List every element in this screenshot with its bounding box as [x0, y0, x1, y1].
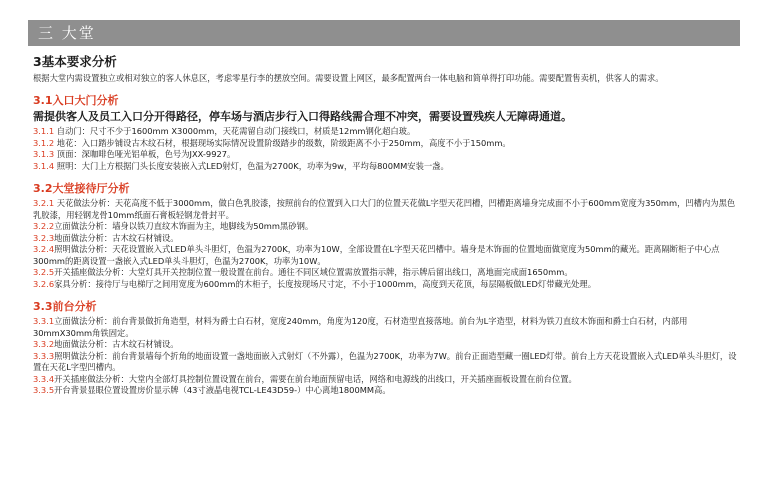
item-text: 立面做法分析：墙身以铁刀直纹木饰面为主，地脚线为50mm黑砂钢。 — [54, 221, 314, 231]
list-item — [33, 351, 743, 374]
item-text: 地花：入口踏步铺设古木纹石材，根据现场实际情况设置阶级踏步的级数，阶级距离不小于250mm，高度不小于150mm。 — [56, 137, 511, 148]
item-number: 3.1.3 — [33, 149, 55, 159]
item-text: 照明做法分析：天花设置嵌入式LED单头斗胆灯，色温为2700K，功率为10W，全部设置在L字型天花凹槽中。墙身是木饰面的位置地面做宽度为50mm的藏光。距离隔断柜子中心点300mm的距离设置一盏嵌入式LED单头斗胆灯，色温为2700K，功率为10W。 — [33, 244, 720, 266]
section-heading: 3基本要求分析 — [33, 54, 117, 69]
section-reception-hall — [33, 180, 743, 290]
item-text: 开台背景显眼位置设置房价显示牌（43寸液晶电视TCL-LE43D59-）中心离地1800MM高。 — [54, 385, 391, 395]
list-item — [33, 126, 743, 138]
item-number: 3.1.1 — [33, 126, 55, 136]
list-item — [33, 149, 743, 161]
list-item — [33, 138, 743, 150]
item-text: 地面做法分析：古木纹石材铺设。 — [54, 232, 179, 243]
item-text: 家具分析：接待厅与电梯厅之间用宽度为600mm的木柜子，长度按现场尺寸定，不小于1000mm，高度到天花顶，每层隔板做LED灯带藏光处理。 — [54, 278, 596, 289]
list-item — [33, 385, 743, 397]
list-item — [33, 339, 743, 351]
list-item — [33, 316, 743, 339]
list-item — [33, 161, 743, 173]
item-text: 开关插座做法分析：大堂内全部灯具控制位置设置在前台，需要在前台地面预留电话，网络和电源线的出线口，开关插座面板设置在前台位置。 — [54, 373, 577, 384]
list-item — [33, 221, 743, 233]
list-item — [33, 198, 743, 221]
intro-paragraph: 根据大堂内需设置独立或相对独立的客人休息区，考虑零星行李的摆放空间。需要设置上网区，最多配置两台一体电脑和简单得打印功能。需要配置售卖机，供客人的需求。 — [33, 73, 664, 83]
item-number: 3.2.6 — [33, 278, 55, 289]
item-number: 3.3.5 — [33, 385, 55, 395]
section-title: 3.1入口大门分析 — [33, 94, 119, 107]
item-number: 3.1.2 — [33, 137, 55, 148]
item-text: 开关插座做法分析：大堂灯具开关控制位置一般设置在前台。通往不同区域位置需放置指示牌，指示牌后留出线口，离地面完成面1650mm。 — [54, 267, 573, 277]
item-text: 照明做法分析：前台背景墙每个折角的地面设置一盏地面嵌入式射灯（不外露），色温为2700K，功率为7W。前台正面造型藏一圈LED灯带。前台上方天花设置嵌入式LED单头斗胆灯，设置在天花L字型凹槽内。 — [33, 350, 737, 372]
item-number: 3.2.5 — [33, 267, 55, 277]
section-front-desk — [33, 298, 743, 397]
list-item — [33, 279, 743, 291]
list-item — [33, 244, 743, 267]
list-item — [33, 267, 743, 279]
list-item — [33, 233, 743, 245]
document-body — [33, 52, 743, 397]
item-number: 3.3.2 — [33, 339, 55, 349]
list-item — [33, 374, 743, 386]
banner-title: 三 大堂 — [38, 24, 96, 42]
section-lead: 需提供客人及员工入口分开得路径，停车场与酒店步行入口得路线需合理不冲突，需要设置残疾人无障碍通道。 — [33, 110, 572, 123]
section-title: 3.2大堂接待厅分析 — [33, 182, 130, 195]
item-number: 3.2.4 — [33, 244, 55, 254]
item-text: 地面做法分析：古木纹石材铺设。 — [54, 339, 179, 349]
item-text: 照明：大门上方根据门头长度安装嵌入式LED射灯，色温为2700K，功率为9w，平均每800MM安装一盏。 — [56, 160, 449, 171]
item-text: 顶面：深咖啡色哑光铝单板，色号为JXX-9927。 — [56, 149, 236, 159]
item-number: 3.3.4 — [33, 373, 55, 384]
item-number: 3.1.4 — [33, 160, 55, 171]
page-banner — [28, 20, 740, 46]
section-title: 3.3前台分析 — [33, 300, 97, 313]
item-number: 3.2.3 — [33, 232, 55, 243]
item-text: 立面做法分析：前台背景做折角造型，材料为爵士白石材，宽度240mm，角度为120度，石材造型直接落地。前台为L字造型，材料为铁刀直纹木饰面和爵士白石材，内部用30mmX30mm角铁固定。 — [33, 316, 688, 338]
item-text: 自动门：尺寸不少于1600mm X3000mm，天花需留自动门接线口，材质是12mm钢化超白玻。 — [56, 126, 416, 136]
item-number: 3.3.1 — [33, 316, 55, 326]
section-entrance — [33, 92, 743, 172]
item-text: 天花做法分析：天花高度不低于3000mm，做白色乳胶漆，按照前台的位置到入口大门的位置天花做L字型天花凹槽，凹槽距离墙身完成面不小于600mm宽度为350mm，凹槽内为黑色乳胶漆，用轻钢龙骨10mm纸面石膏板轻钢龙骨封平。 — [33, 198, 736, 220]
item-number: 3.2.2 — [33, 221, 55, 231]
item-number: 3.2.1 — [33, 198, 55, 208]
item-number: 3.3.3 — [33, 350, 55, 361]
